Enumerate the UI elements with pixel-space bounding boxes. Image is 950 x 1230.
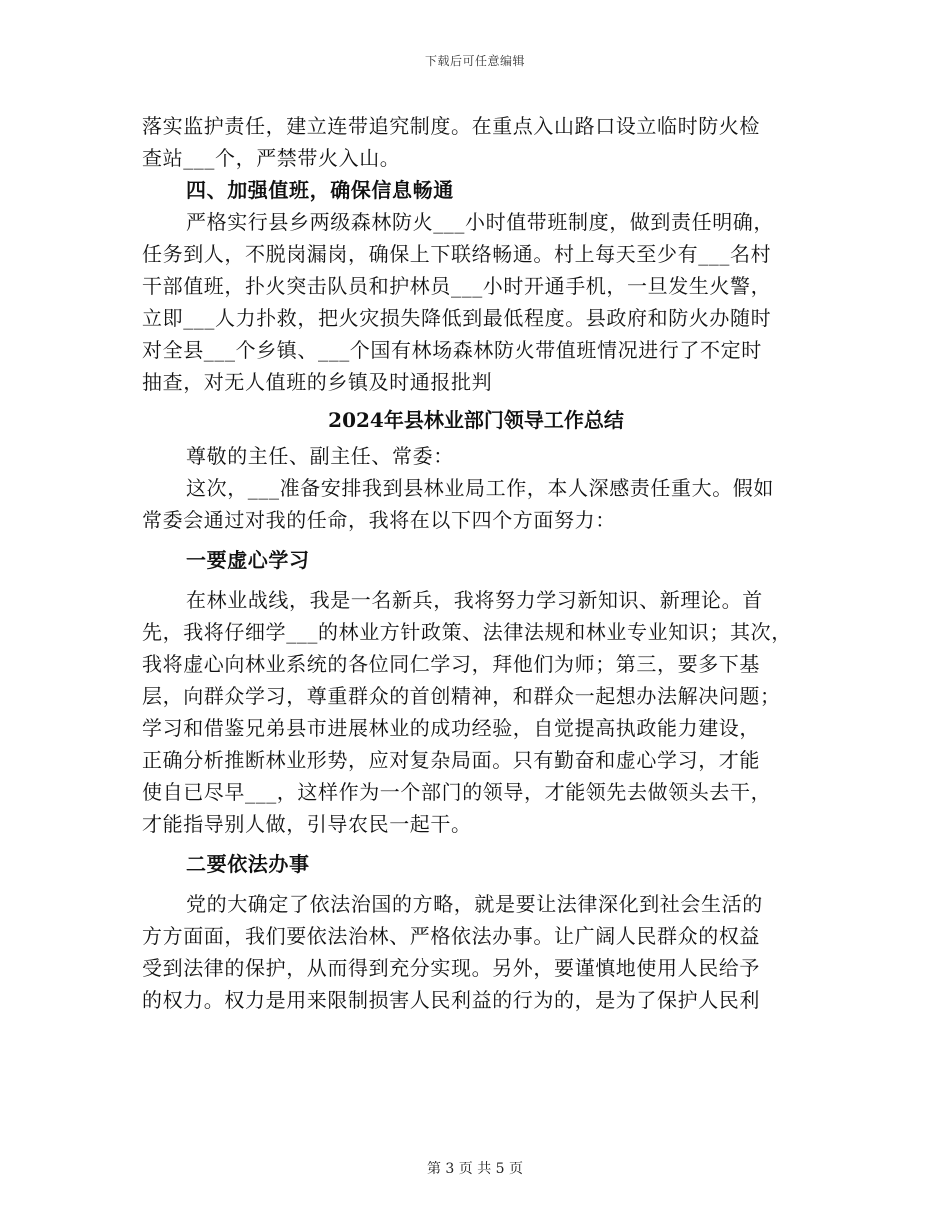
- page-footer: 第 3 页 共 5 页: [426, 1161, 524, 1177]
- paragraph-line: 干部值班，扑火突击队员和护林员___小时开通手机，一旦发生火警，: [142, 274, 772, 298]
- document-title: 2024年县林业部门领导工作总结: [328, 408, 624, 432]
- paragraph-line: 的权力。权力是用来限制损害人民利益的行为的，是为了保护人民利: [142, 988, 760, 1012]
- paragraph-line: 立即___人力扑救，把火灾损失降低到最低程度。县政府和防火办随时: [142, 306, 772, 330]
- paragraph-line: 正确分析推断林业形势，应对复杂局面。只有勤奋和虚心学习，才能: [142, 748, 760, 772]
- paragraph-line: 党的大确定了依法治国的方略，就是要让法律深化到社会生活的: [186, 892, 763, 916]
- paragraph-line: 任务到人，不脱岗漏岗，确保上下联络畅通。村上每天至少有___名村: [142, 242, 772, 266]
- paragraph-line: 受到法律的保护，从而得到充分实现。另外，要谨慎地使用人民给予: [142, 956, 760, 980]
- paragraph-line: 落实监护责任，建立连带追究制度。在重点入山路口设立临时防火检: [142, 114, 760, 138]
- paragraph-line: 查站___个，严禁带火入山。: [142, 146, 401, 170]
- salutation: 尊敬的主任、副主任、常委：: [186, 444, 454, 468]
- paragraph-line: 层，向群众学习，尊重群众的首创精神，和群众一起想办法解决问题；: [142, 684, 781, 708]
- paragraph-line: 这次，___准备安排我到县林业局工作，本人深感责任重大。假如: [186, 476, 774, 500]
- paragraph-line: 常委会通过对我的任命，我将在以下四个方面努力：: [142, 508, 616, 532]
- paragraph-line: 对全县___个乡镇、___个国有林场森林防火带值班情况进行了不定时: [142, 338, 762, 362]
- paragraph-line: 方方面面，我们要依法治林、严格依法办事。让广阔人民群众的权益: [142, 924, 760, 948]
- paragraph-line: 才能指导别人做，引导农民一起干。: [142, 812, 472, 836]
- paragraph-line: 严格实行县乡两级森林防火___小时值带班制度，做到责任明确，: [186, 210, 774, 234]
- section-heading-2: 二要依法办事: [186, 852, 310, 876]
- section-heading-1: 一要虚心学习: [186, 548, 310, 572]
- paragraph-line: 先，我将仔细学___的林业方针政策、法律法规和林业专业知识；其次，: [142, 620, 792, 644]
- section-heading-4: 四、加强值班，确保信息畅通: [186, 178, 454, 202]
- page-header: 下载后可任意编辑: [424, 54, 525, 68]
- paragraph-line: 抽查，对无人值班的乡镇及时通报批判: [142, 370, 493, 394]
- document-body: [142, 110, 810, 1016]
- paragraph-line: 使自已尽早___，这样作为一个部门的领导，才能领先去做领头去干，: [142, 780, 772, 804]
- paragraph-line: 学习和借鉴兄弟县市进展林业的成功经验，自觉提高执政能力建设，: [142, 716, 760, 740]
- paragraph-line: 在林业战线，我是一名新兵，我将努力学习新知识、新理论。首: [186, 588, 763, 612]
- paragraph-line: 我将虚心向林业系统的各位同仁学习，拜他们为师；第三，要多下基: [142, 652, 760, 676]
